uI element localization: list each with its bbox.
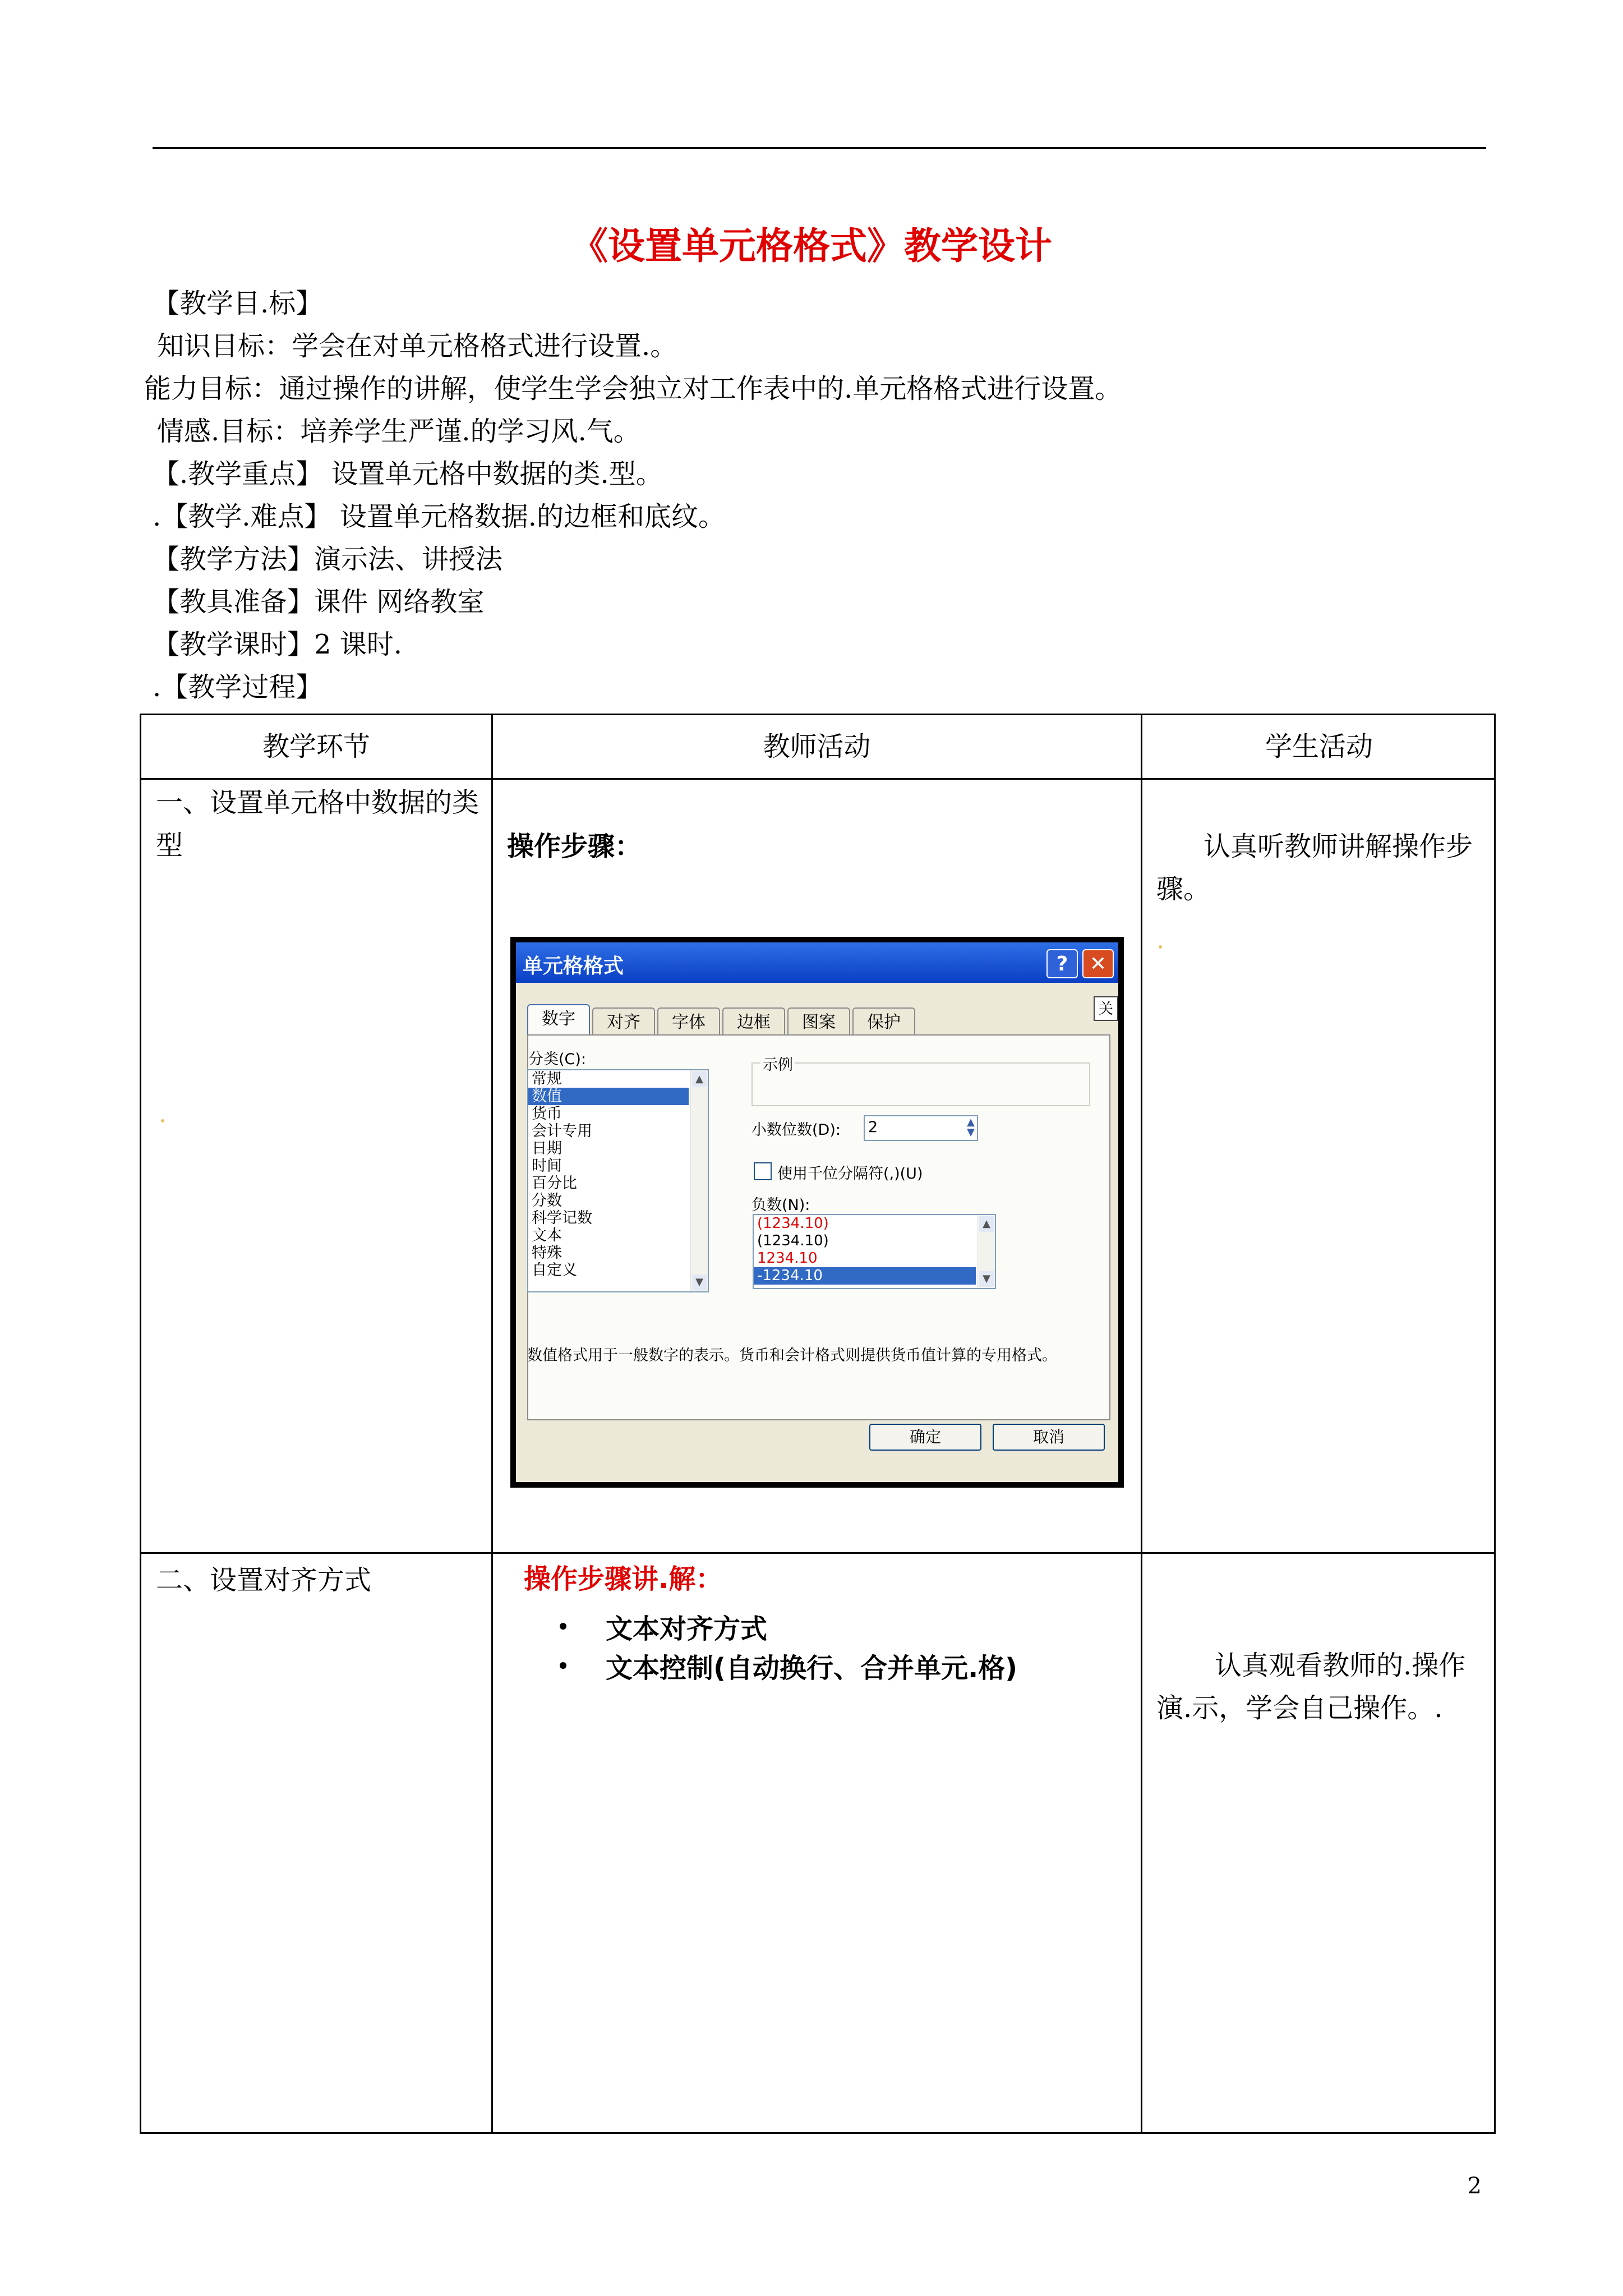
list-item[interactable]: 时间 [532,1157,562,1175]
scroll-up-icon[interactable]: ▲ [979,1216,994,1232]
stray-mark [161,1119,164,1122]
list-item[interactable]: 百分比 [532,1175,577,1192]
help-button[interactable]: ? [1046,949,1078,978]
decimal-places-stepper[interactable] [864,1115,978,1141]
meta-hours: 【教学课时】2 课时. [153,629,403,660]
list-item[interactable]: 货币 [532,1105,562,1122]
dialog-titlebar [516,942,1118,983]
list-item[interactable]: 文本 [532,1227,562,1244]
category-label: 分类(C): [528,1051,587,1068]
scroll-up-icon[interactable]: ▲ [692,1071,707,1087]
list-item[interactable]: 自定义 [532,1262,577,1279]
format-description: 数值格式用于一般数字的表示。货币和会计格式则提供货币值计算的专用格式。 [527,1347,1057,1364]
list-item[interactable]: 数值 [528,1088,689,1105]
category-scrollbar[interactable] [690,1070,708,1291]
tab-number[interactable]: 数字 [527,1004,590,1038]
decimal-places-value: 2 [868,1119,878,1136]
list-item[interactable]: 1234.10 [757,1250,818,1267]
list-item[interactable]: 分数 [532,1192,562,1209]
row2-student: 认真观看教师的.操作演.示，学会自己操作。. [1156,1650,1466,1724]
negative-numbers-listbox[interactable] [753,1214,996,1289]
dialog-tabs [527,1004,917,1036]
negative-numbers-label: 负数(N): [751,1197,810,1214]
list-item[interactable]: 特殊 [532,1244,562,1262]
meta-process: .【教学过程】 [153,671,323,703]
list-item[interactable]: (1234.10) [757,1232,829,1249]
tab-pattern[interactable]: 图案 [787,1007,850,1037]
tab-protection[interactable]: 保护 [852,1007,915,1037]
format-cells-dialog-screenshot [510,937,1124,1488]
list-item[interactable]: 科学记数 [532,1209,592,1227]
category-listbox[interactable] [527,1069,709,1292]
bullet-icon [560,1662,566,1669]
sample-label: 示例 [760,1052,795,1074]
close-button[interactable]: ✕ [1082,949,1114,978]
row2-stage: 二、设置对齐方式 [156,1565,372,1596]
meta-difficulty: .【教学.难点】 设置单元格数据.的边框和底纹。 [153,501,726,532]
document-title: 《设置单元格格式》教学设计 [571,224,1052,268]
list-item[interactable]: 会计专用 [532,1122,592,1140]
header-teacher: 教师活动 [763,731,871,762]
tab-alignment[interactable]: 对齐 [592,1007,655,1037]
row1-stage: 一、设置单元格中数据的类型 [156,787,479,861]
row1-teacher-heading: 操作步骤： [507,831,642,862]
tab-font[interactable]: 字体 [657,1007,720,1037]
ok-button[interactable]: 确定 [869,1424,981,1451]
row2-bullet: 文本控制(自动换行、合并单元.格) [560,1649,1017,1682]
header-stage: 教学环节 [262,731,370,762]
table-divider [491,715,493,2132]
scroll-down-icon[interactable]: ▼ [979,1271,994,1287]
header-rule [153,147,1486,149]
list-item[interactable]: (1234.10) [757,1215,829,1232]
thousands-separator-label: 使用千位分隔符(,)(U) [777,1165,923,1182]
row2-teacher-heading: 操作步骤讲.解： [524,1563,723,1595]
meta-tools: 【教具准备】课件 网络教室 [153,586,485,618]
stray-mark [1159,945,1162,949]
decimal-places-label: 小数位数(D): [751,1121,841,1139]
scroll-down-icon[interactable]: ▼ [692,1274,707,1290]
meta-key-point: 【.教学重点】 设置单元格中数据的类.型。 [153,458,663,490]
table-divider [141,778,1494,780]
list-item[interactable]: -1234.10 [754,1267,976,1285]
dialog-title: 单元格格式 [523,955,624,978]
tab-border[interactable]: 边框 [722,1007,785,1037]
row2-bullet: 文本对齐方式 [560,1609,767,1643]
negative-scrollbar[interactable] [978,1215,995,1288]
bullet-icon [560,1623,566,1630]
table-divider [1141,715,1142,2132]
page-number: 2 [1467,2173,1482,2199]
row1-student: 认真听教师讲解操作步骤。 [1156,831,1473,905]
side-close-button[interactable]: 关 [1094,996,1118,1021]
list-item[interactable]: 日期 [532,1140,562,1157]
list-item[interactable]: 常规 [532,1070,562,1088]
sample-group [751,1062,1090,1106]
table-divider [141,1552,1494,1554]
meta-knowledge-goal: 知识目标：学会在对单元格格式进行设置.。 [157,330,677,362]
meta-method: 【教学方法】演示法、讲授法 [153,544,503,575]
cancel-button[interactable]: 取消 [993,1424,1105,1451]
meta-ability-goal: 能力目标：通过操作的讲解，使学生学会独立对工作表中的.单元格格式进行设置。 [144,373,1122,404]
format-cells-dialog [516,942,1118,1482]
meta-objectives-heading: 【教学目.标】 [153,288,323,319]
spinner-arrows-icon[interactable]: ▲ ▼ [967,1116,975,1138]
thousands-separator-checkbox[interactable] [754,1162,772,1180]
header-student: 学生活动 [1265,731,1373,762]
meta-emotion-goal: 情感.目标：培养学生严谨.的学习风.气。 [157,416,640,447]
